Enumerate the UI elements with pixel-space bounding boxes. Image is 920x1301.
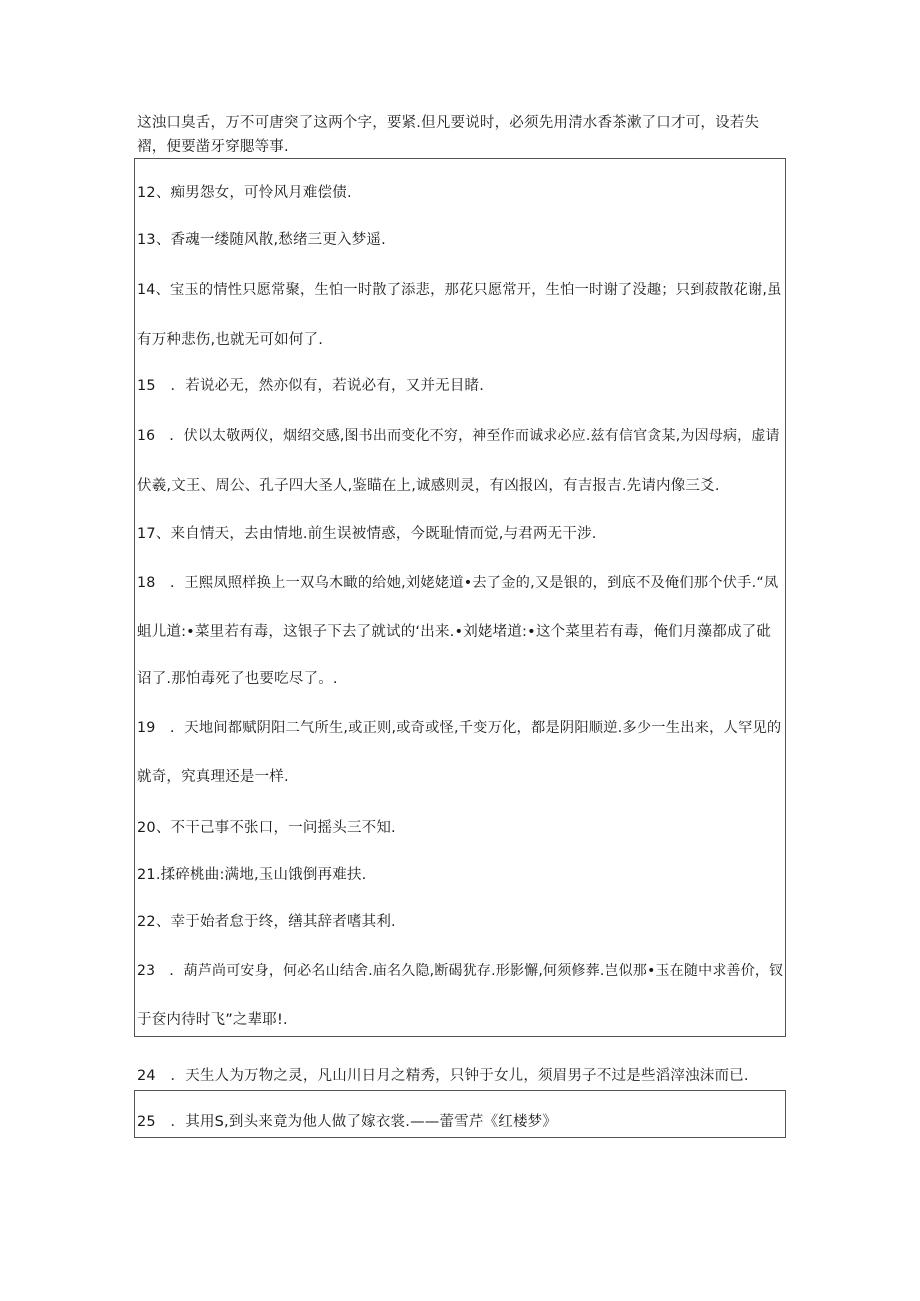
text-line: 伏羲,文王、周公、孔子四大圣人,鉴瞄在上,诚感则灵，有凶报凶，有吉报吉.先请内像三爻.	[137, 478, 720, 494]
text-line: 25 ．其用S,到头来竟为他人做了嫁衣裳.——蕾雪芹《红楼梦》	[137, 1114, 558, 1130]
text-line: 19 ．天地间都赋阴阳二气所生,或正则,或奇或怪,千变万化，都是阴阳顺逆.多少一生出来，人罕见的	[137, 720, 782, 736]
text-line: 12、痴男怨女，可怜风月难偿债.	[137, 185, 352, 201]
text-line: 23 ．葫芦尚可安身，何必名山结舍.庙名久隐,断碣犹存.形影懈,何须修葬.岂似那•玉在随中求善价，钗	[137, 963, 784, 979]
text-line: 21.揉碎桃曲:满地,玉山饿倒再难扶.	[137, 867, 367, 883]
text-line: 13、香魂一缕随风散,愁绪三更入梦遥.	[137, 232, 386, 248]
text-line: 24 ．天生人为万物之灵，凡山川日月之精秀，只钟于女儿，须眉男子不过是些滔滓浊沫而已.	[137, 1068, 749, 1084]
text-line: 20、不干己事不张口，一问摇头三不知.	[137, 820, 396, 836]
text-line: 就奇，究真理还是一样.	[137, 769, 289, 785]
text-line: 这浊口臭舌，万不可唐突了这两个字，要紧.但凡要说时，必须先用清水香茶漱了口才可，设若失	[137, 115, 760, 131]
text-line: 15 ．若说必无，然亦似有，若说必有，又并无目睹.	[137, 378, 485, 394]
text-line: 于奁内待时飞”之辈耶!.	[137, 1012, 288, 1028]
text-line: 诏了.那怕毒死了也要吃尽了。.	[137, 671, 338, 687]
text-line: 14、宝玉的情性只愿常聚，生怕一时散了添悲，那花只愿常开，生怕一时谢了没趣；只到菽散花谢,虽	[137, 282, 782, 298]
text-line: 17、来自情天，去由情地.前生误被情惑，今既耻情而觉,与君两无干涉.	[137, 526, 597, 542]
text-line: 18 ．王熙凤照样换上一双乌木瞰的给她,刘姥姥道•去了金的,又是银的，到底不及俺们那个伏手.“凤	[137, 575, 779, 591]
text-line: 蛆儿道:•菜里若有毒，这银子下去了就试的‘出来.•刘姥堵道:•这个菜里若有毒，俺们月藻都成了砒	[137, 624, 772, 640]
text-line: 22、幸于始者怠于终，缮其辞者嗜其利.	[137, 914, 396, 930]
text-line: 褶，便要凿牙穿腮等事.	[137, 139, 289, 155]
text-line: 有万种悲伤,也就无可如何了.	[137, 332, 324, 348]
text-line: 16 ．伏以太敬两仪，烟绍交感,图书出而变化不穷，神至作而诚求必应.兹有信官贪某,为因母病，虚请	[137, 428, 780, 444]
